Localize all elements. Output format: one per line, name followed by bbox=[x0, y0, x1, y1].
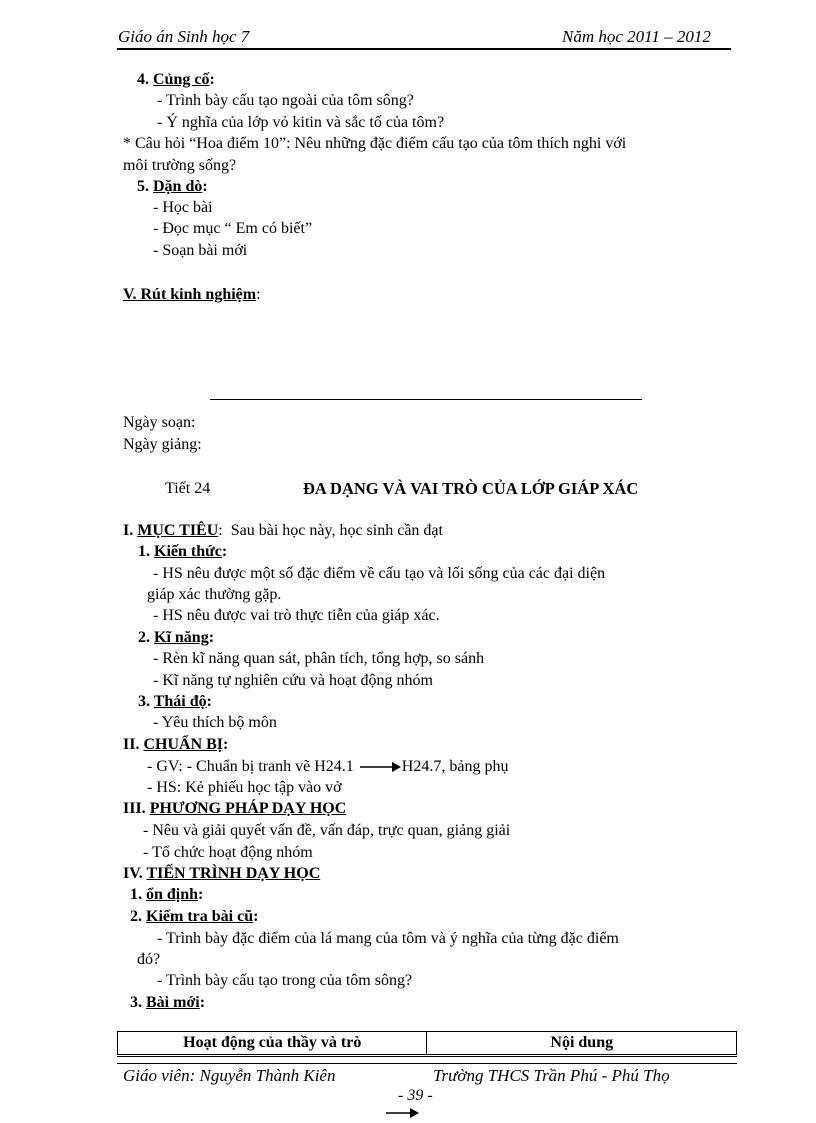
section-rut-kinh-nghiem-heading: V. Rút kinh nghiệm: bbox=[123, 286, 261, 303]
section-dan-do-heading: 5. Dặn dò: bbox=[137, 178, 208, 195]
kien-thuc-line-2: giáp xác thường gặp. bbox=[147, 586, 282, 603]
footer-school: Trường THCS Trần Phú - Phú Thọ bbox=[433, 1066, 670, 1085]
kiem-tra-heading: 2. Kiểm tra bài cũ: bbox=[130, 908, 259, 925]
arrow-right-icon bbox=[384, 1107, 420, 1119]
footer-rule bbox=[117, 1063, 737, 1064]
section-muc-tieu-heading: I. MỤC TIÊU: Sau bài học này, học sinh cần đạt bbox=[123, 522, 443, 539]
header-subject: Giáo án Sinh học 7 bbox=[118, 27, 250, 46]
kiem-tra-line-3: - Trình bày cấu tạo trong của tôm sông? bbox=[157, 972, 413, 989]
table-header-activities: Hoạt động của thầy và trò bbox=[118, 1032, 427, 1056]
bonus-question-line-2: môi trường sống? bbox=[123, 157, 237, 174]
ki-nang-line-1: - Rèn kĩ năng quan sát, phân tích, tổng hợp, so sánh bbox=[153, 650, 485, 667]
arrow-right-icon bbox=[358, 761, 402, 773]
bai-moi-heading: 3. Bài mới: bbox=[130, 994, 206, 1011]
section-cung-co-heading: 4. Củng cố: bbox=[137, 71, 215, 88]
activity-table bbox=[117, 1031, 737, 1057]
table-header-content: Nội dung bbox=[427, 1032, 737, 1056]
section-tien-trinh-heading: IV. TIẾN TRÌNH DẠY HỌC bbox=[123, 865, 321, 882]
lesson-separator bbox=[210, 399, 642, 400]
section-chuan-bi-heading: II. CHUẨN BỊ: bbox=[123, 736, 229, 753]
chuan-bi-gv: - GV: - Chuẩn bị tranh vẽ H24.1 H24.7, bảng phụ bbox=[147, 758, 509, 775]
cung-co-item-2: - Ý nghĩa của lớp vỏ kitin và sắc tố của tôm? bbox=[157, 114, 445, 131]
ki-nang-line-2: - Kĩ năng tự nghiên cứu và hoạt động nhóm bbox=[153, 672, 433, 689]
thai-do-line-1: - Yêu thích bộ môn bbox=[153, 714, 277, 731]
kien-thuc-line-3: - HS nêu được vai trò thực tiễn của giáp xác. bbox=[153, 607, 440, 624]
ki-nang-heading: 2. Kĩ năng: bbox=[138, 629, 215, 646]
lesson-period: Tiết 24 bbox=[165, 480, 211, 497]
cung-co-item-1: - Trình bày cấu tạo ngoài của tôm sông? bbox=[157, 92, 414, 109]
phuong-phap-line-1: - Nêu và giải quyết vấn đề, vấn đáp, trực quan, giảng giải bbox=[143, 822, 511, 839]
kien-thuc-line-1: - HS nêu được một số đặc điểm về cấu tạo và lối sống của các đại diện bbox=[153, 565, 606, 582]
kiem-tra-line-1: - Trình bày đặc điểm của lá mang của tôm và ý nghĩa của từng đặc điểm bbox=[157, 930, 619, 947]
preparation-date-label: Ngày soạn: bbox=[123, 414, 196, 431]
kien-thuc-heading: 1. Kiến thức: bbox=[138, 543, 228, 560]
teaching-date-label: Ngày giảng: bbox=[123, 436, 202, 453]
footer-page-number: - 39 - bbox=[398, 1087, 433, 1104]
lesson-title: ĐA DẠNG VÀ VAI TRÒ CỦA LỚP GIÁP XÁC bbox=[303, 479, 639, 498]
dan-do-item-2: - Đọc mục “ Em có biết” bbox=[153, 220, 313, 237]
table-header-row bbox=[118, 1032, 737, 1056]
header-school-year: Năm học 2011 – 2012 bbox=[562, 27, 711, 46]
bonus-question-line-1: * Câu hỏi “Hoa điểm 10”: Nêu những đặc điểm cấu tạo của tôm thích nghi với bbox=[123, 135, 627, 152]
on-dinh-heading: 1. ổn định: bbox=[130, 886, 204, 903]
kiem-tra-line-2: đó? bbox=[137, 951, 161, 968]
thai-do-heading: 3. Thái độ: bbox=[138, 693, 212, 710]
header-rule bbox=[117, 48, 731, 50]
footer-teacher: Giáo viên: Nguyễn Thành Kiên bbox=[123, 1066, 336, 1085]
chuan-bi-hs: - HS: Kẻ phiếu học tập vào vở bbox=[147, 779, 342, 796]
dan-do-item-1: - Học bài bbox=[153, 199, 213, 216]
dan-do-item-3: - Soạn bài mới bbox=[153, 242, 248, 259]
phuong-phap-line-2: - Tổ chức hoạt động nhóm bbox=[143, 844, 313, 861]
section-phuong-phap-heading: III. PHƯƠNG PHÁP DẠY HỌC bbox=[123, 800, 347, 817]
